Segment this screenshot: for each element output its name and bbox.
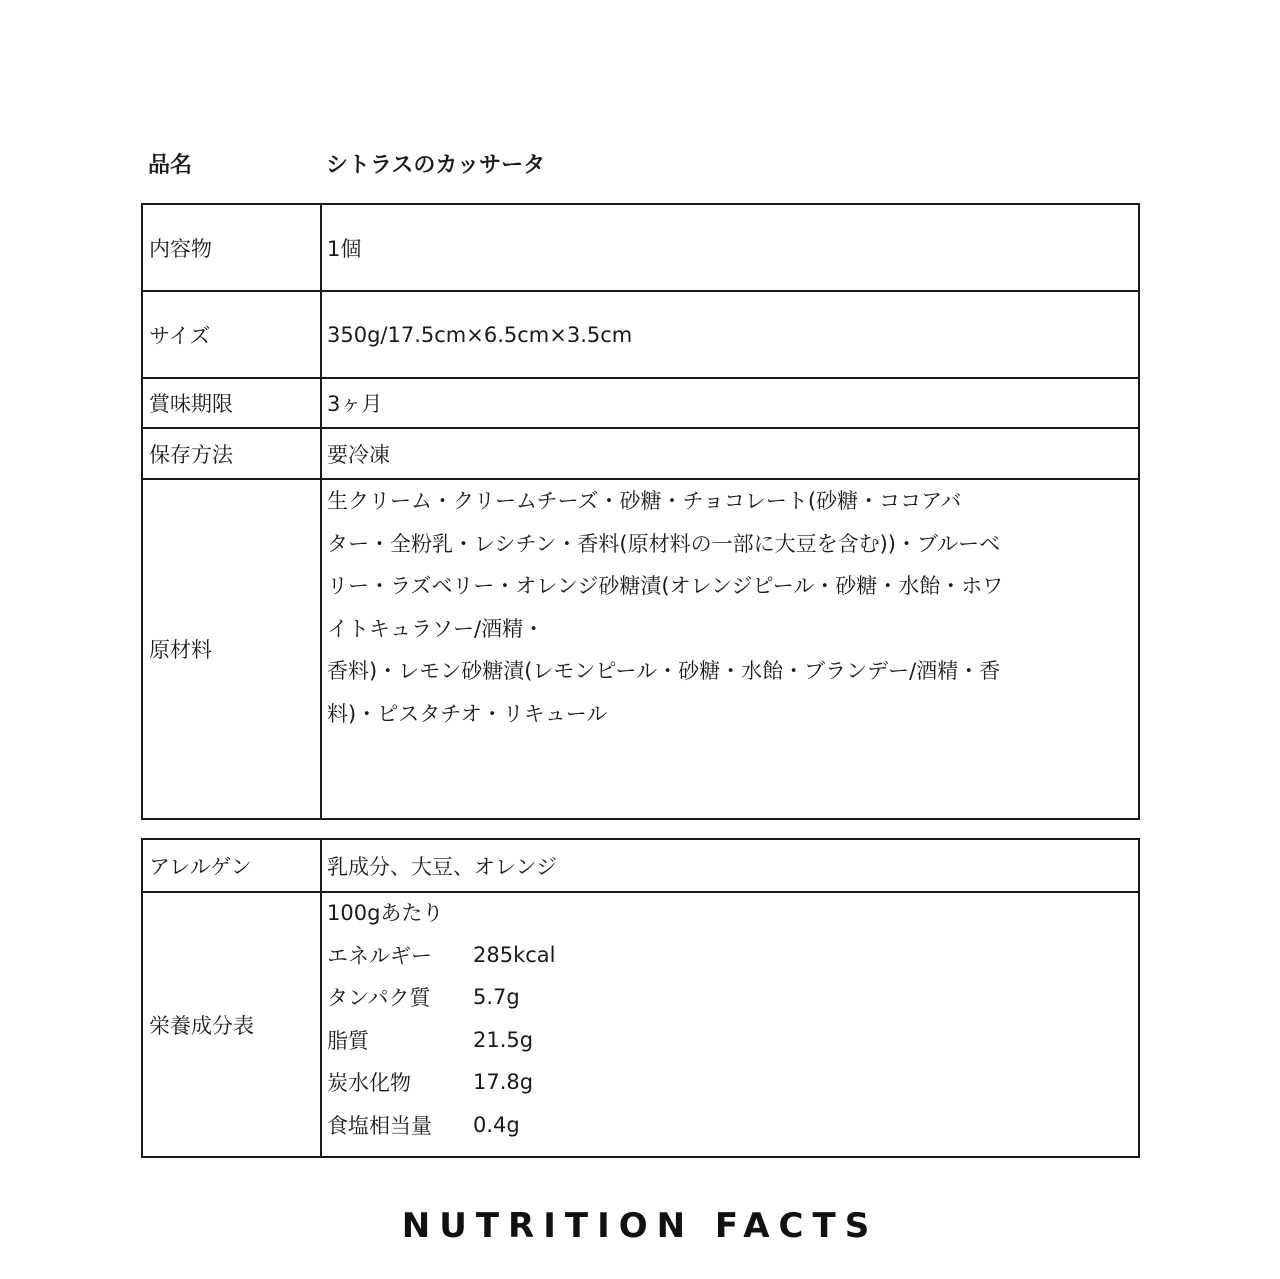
nutrient-value: 0.4g [473,1112,520,1137]
ingredients-label: 原材料 [149,638,212,662]
nutrition-item [327,1104,1126,1147]
contents-label: 内容物 [149,236,212,261]
nutrition-item [327,934,1126,977]
product-info-table [141,203,1140,820]
table-row-contents [143,205,1138,292]
nutrient-value: 17.8g [473,1070,534,1095]
product-name: シトラスのカッサータ [326,152,546,178]
nutrient-name: 食塩相当量 [327,1113,432,1138]
nutrition-basis: 100gあたり [327,901,444,926]
size-label: サイズ [149,323,211,348]
nutrient-value: 285kcal [473,942,556,967]
table-row-best-before [143,379,1138,429]
table-row-ingredients [143,480,1138,818]
nutrition-label: 栄養成分表 [149,1013,254,1038]
nutrition-list [327,891,1126,1146]
ingredients-value: 生クリーム・クリームチーズ・砂糖・チョコレート(砂糖・ココアバ ター・全粉乳・レシチン・香料(原材料の一部に大豆を含む))・ブルーベ リー・ラズベリー・オレンジ砂糖漬(オレンジピール・砂糖・水飴・ホワ イトキュラソー/酒精・ 香料)・レモン砂糖漬(レモンピール・砂糖・水飴・ブランデー/酒精・香 料)・ピスタチオ・リキュール [327,489,1004,726]
nutrient-value: 21.5g [473,1027,534,1052]
contents-value: 1個 [327,236,362,261]
nutrition-facts-title: NUTRITION FACTS [401,1206,879,1246]
table-row-size [143,292,1138,379]
best-before-value: 3ヶ月 [327,392,383,416]
table-row-storage [143,429,1138,480]
allergen-value: 乳成分、大豆、オレンジ [327,854,557,879]
size-value: 350g/17.5cm×6.5cm×3.5cm [327,322,633,347]
nutrient-name: 炭水化物 [327,1071,411,1096]
nutrient-name: エネルギー [327,943,432,968]
nutrition-item [327,1061,1126,1104]
storage-label: 保存方法 [149,442,233,467]
nutrient-name: タンパク質 [327,986,431,1011]
allergen-label: アレルゲン [149,854,252,879]
table-row-nutrition [143,893,1138,1156]
nutrition-table [141,838,1140,1158]
product-header [148,146,1138,180]
nutrition-item [327,976,1126,1019]
best-before-label: 賞味期限 [149,392,233,416]
nutrient-value: 5.7g [473,985,520,1010]
nutrient-name: 脂質 [327,1028,369,1053]
product-name-label: 品名 [148,152,193,178]
table-row-allergen [143,840,1138,893]
nutrition-item [327,1019,1126,1062]
storage-value: 要冷凍 [327,442,390,467]
